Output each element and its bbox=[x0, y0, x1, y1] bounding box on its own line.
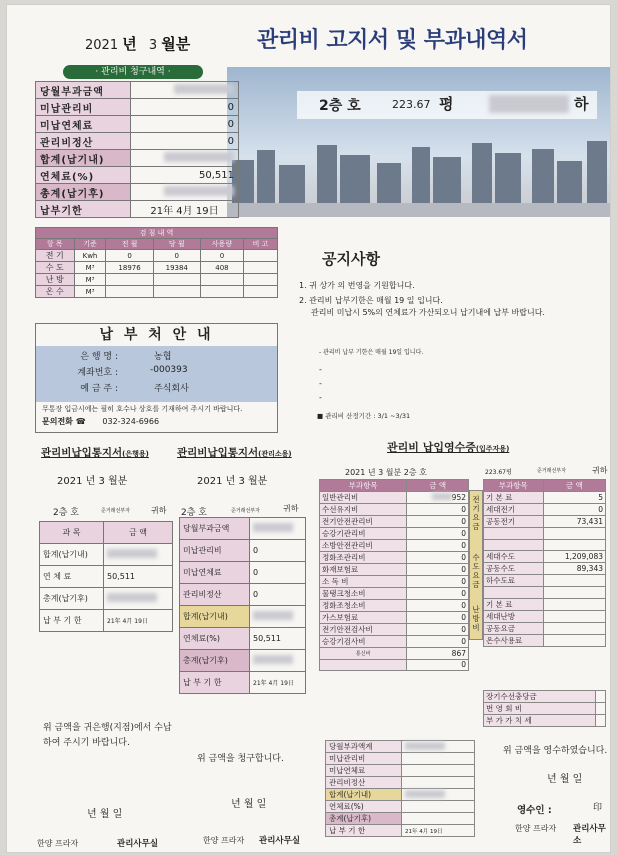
payment-title: 납 부 처 안 내 bbox=[99, 327, 214, 343]
meter-row: 난 방 M³ bbox=[36, 274, 278, 286]
redacted-value bbox=[164, 186, 234, 196]
redacted-value bbox=[253, 523, 293, 532]
building-skyline bbox=[227, 135, 611, 217]
bill-summary-table bbox=[35, 81, 239, 218]
bill-row: 총계(납기후) bbox=[36, 184, 239, 201]
page-title: 관리비 고지서 및 부과내역서 bbox=[257, 28, 528, 53]
bill-paper: 2021 년 3 월분 관리비 고지서 및 부과내역서 · 관리비 청구내역 · 2층 호 223.67 평 하 당월부과금액 미납관리비 0 미납연체료 0 관리비정산 0 합계(납기내) 연체료(%) 50,511 총계(납기후) 납부기한 21年 4月 19日 검 침 내 역 항 목 기준 전 월 당 월 사용량 비 고 전 기 Kwh 0 0 0 수 도 M³ 18976 19384 408 난 방 M³ 온 수 M³ 납 부 처 안 내 은 행 명 : 농협 계좌번호 : -000393 예 금 주 : 주식회사 무통장 입금시에는 필히 호수나 상호를 기재하여 주시기 바랍니다. 문의전화 ☎ 032-324-6966 공지사항 1. 귀 상가 의 번영을 기원합니다. 2. 관리비 납부기한은 매월 19 일 입니다. 관리비 미납시 5%의 연체료가 가산되오니 납기내에 납부 바랍니다. - 관리비 납부 기한은 매월 19일 입니다. - - - ■ 관리비 산정기간 : 3/1 ~3/31 관리비납입통지서(은행용) 2021 년 3 월분 2층 호 준거래선부자 귀하 과 목 금 액 합계(납기내) 연 체 료 50,511 총계(납기후) 납 부 기 한 21年 4月 19日 위 금액을 귀은행(지점)에서 수납하여 주시기 바랍니다. 년 월 일 한양 프라자 관리사무실 관리비납입통지서(관리소용) 2021 년 3 월분 2층 호 준거래선부자 귀하 당월부과금액 미납관리비 0 미납연체료 0 관리비정산 0 합계(납기내) 연체료(%) 50,511 총계(납기후) 납 부 기 한 21年 4月 19日 위 금액을 청구합니다. 년 월 일 한양 프라자 관리사무실 관리비 납입영수증(입주자용) 2021 년 3 월분 2층 호 223.67평 준거래선부자 귀하 부과항목 금 액 일반관리비 952 수선유지비 0 전기안전관리비 0 승강기관리비 0 소방안전관리비 0 정화조관리비 0 화재보험료 0 소 독 비 0 물탱크청소비 0 정화조청소비 0 가스보험료 0 전기안전검사비 0 승강기검사비 0 통신비 867 0 전기요금 수도요금 난방비 부과항목 금 액 기 본 료 5 세대전기 0 공동전기 73,431 세대수도 1,209,083 공동수도 89,343 하수도료 기 본 료 세대난방 공동요금 온수사용료 장기수선충당금 번 영 회 비 부 가 가 치 세 당월부과액계 미납관리비 미납연체료 관리비정산 합계(납기내) 연체료(%) 총계(납기후) 납 부 기 한 21年 4月 19日 위 금액을 영수하였습니다. 년 월 일 영수인 : 印 한양 프라자 관리사무소 bbox=[6, 4, 611, 853]
receipt-total-table: 당월부과액계 미납관리비 미납연체료 관리비정산 합계(납기내) 연체료(%) 총계(납기후) 납 부 기 한 21年 4月 19日 bbox=[325, 740, 475, 837]
receipt-left-table: 부과항목 금 액 일반관리비 952 수선유지비 0 전기안전관리비 0 승강기관리비 0 소방안전관리비 0 정화조관리비 0 화재보험료 0 소 독 비 0 물탱크청소비 0 정화조청소비 0 가스보험료 0 전기안전검사비 0 승강기검사비 0 통신비 867 0 bbox=[319, 479, 469, 671]
unit-room: 2층 호 bbox=[319, 98, 361, 114]
unit-pyung: 평 bbox=[439, 95, 454, 113]
meter-row: 전 기 Kwh 0 0 0 bbox=[36, 250, 278, 262]
meter-row: 수 도 M³ 18976 19384 408 bbox=[36, 262, 278, 274]
bill-row: 미납관리비 0 bbox=[36, 99, 239, 116]
slip-bank-table: 과 목 금 액 합계(납기내) 연 체 료 50,511 총계(납기후) 납 부 기 한 21年 4月 19日 bbox=[39, 521, 173, 632]
receipt-extra-table: 장기수선충당금 번 영 회 비 부 가 가 치 세 bbox=[483, 690, 606, 727]
redacted-value bbox=[253, 611, 293, 620]
receipt-right-table: 부과항목 금 액 기 본 료 5 세대전기 0 공동전기 73,431 세대수도 1,209,083 공동수도 89,343 하수도료 기 본 료 세대난방 공동요금 온수사용료 bbox=[483, 479, 606, 647]
meter-row: 온 수 M³ bbox=[36, 286, 278, 298]
redacted-name bbox=[489, 95, 569, 113]
slip-office-title: 관리비납입통지서(관리소용) bbox=[177, 447, 292, 459]
bill-row: 관리비정산 0 bbox=[36, 133, 239, 150]
account-number: -000393 bbox=[150, 365, 188, 375]
bill-row: 납부기한 21年 4月 19日 bbox=[36, 201, 239, 218]
bill-row: 당월부과금액 bbox=[36, 82, 239, 99]
billing-period: 2021 년 3 월분 bbox=[85, 35, 191, 53]
slip-office-table: 당월부과금액 미납관리비 0 미납연체료 0 관리비정산 0 합계(납기내) 연체료(%) 50,511 총계(납기후) 납 부 기 한 21年 4月 19日 bbox=[179, 517, 306, 694]
phone-icon: 문의전화 ☎ bbox=[42, 417, 86, 426]
receipt-title: 관리비 납입영수증(입주자용) bbox=[387, 441, 510, 454]
redacted-value bbox=[164, 152, 234, 162]
payment-info-box: 납 부 처 안 내 은 행 명 : 농협 계좌번호 : -000393 예 금 주 : 주식회사 무통장 입금시에는 필히 호수나 상호를 기재하여 주시기 바랍니다. 문의전화 ☎ 032-324-6966 bbox=[35, 323, 278, 433]
bill-row: 연체료(%) 50,511 bbox=[36, 167, 239, 184]
redacted-value bbox=[107, 593, 157, 602]
slip-bank-title: 관리비납입통지서(은행용) bbox=[41, 447, 149, 459]
unit-suffix: 하 bbox=[574, 95, 589, 113]
seal-icon: 印 bbox=[593, 803, 603, 813]
bill-row: 합계(납기내) bbox=[36, 150, 239, 167]
unit-area: 223.67 bbox=[392, 98, 431, 111]
notice-title: 공지사항 bbox=[322, 250, 380, 268]
bill-section-pill: · 관리비 청구내역 · bbox=[63, 65, 203, 79]
meter-table: 검 침 내 역 항 목 기준 전 월 당 월 사용량 비 고 전 기 Kwh 0 0 0 수 도 M³ 18976 19384 408 난 방 M³ 온 수 M³ bbox=[35, 227, 278, 298]
redacted-value bbox=[174, 84, 234, 94]
redacted-value bbox=[107, 549, 157, 558]
bill-row: 미납연체료 0 bbox=[36, 116, 239, 133]
redacted-value bbox=[253, 655, 293, 664]
